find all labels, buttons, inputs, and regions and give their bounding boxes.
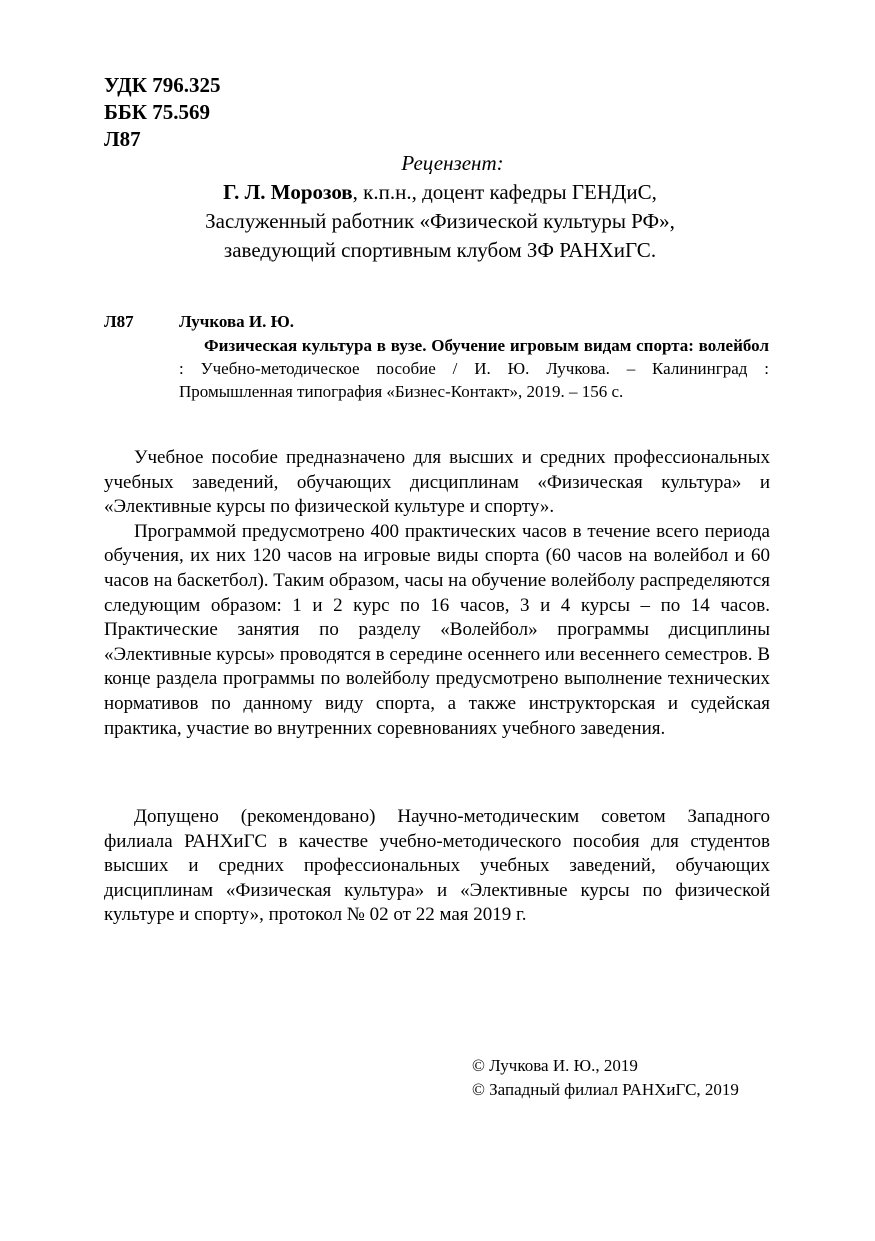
annotation-paragraph-2: Программой предусмотрено 400 практических часов в течение всего периода обучения, их них 120 часов на игровые виды спорта (60 часов на волейбол и 60 часов на баскетбол). Таким образом, часы на обучение волейболу распределяются следующим образом: 1 и 2 курс по 16 часов, 3 и 4 курсы – по 14 часов. Практические занятия по разделу «Волейбол» программы дисциплины «Элективные курсы» проводятся в середине осеннего или весеннего семестров. В конце раздела программы по волейболу предусмотрено выполнение технических нормативов по данному виду спорта, а также инструкторская и судейская практика, участие во внутренних соревнованиях учебного заведения.	[104, 520, 770, 739]
reviewer-credentials: , к.п.н., доцент кафедры ГЕНДиС,	[352, 180, 657, 204]
approval-text: Допущено (рекомендовано) Научно-методическим советом Западного филиала РАНХиГС в качестве учебно-методического пособия для студентов высших и средних профессиональных учебных заведений, обучающих дисциплинам «Физическая культура» и «Элективные курсы по физической культуре и спорту», протокол № 02 от 22 мая 2019 г.	[104, 806, 770, 926]
classification-codes	[104, 72, 220, 153]
reviewer-name: Г. Л. Морозов	[223, 180, 353, 204]
copyright-author: © Лучкова И. Ю., 2019	[472, 1056, 638, 1075]
catalog-title: Физическая культура в вузе. Обучение игровым видам спорта: волейбол	[204, 336, 769, 355]
udk-code: УДК 796.325	[104, 73, 221, 97]
catalog-publication-info: : Учебно-методическое пособие / И. Ю. Лучкова. – Калининград : Промышленная типография «Бизнес-Контакт», 2019. – 156 с.	[179, 359, 769, 401]
reviewer-line-3: заведующий спортивным клубом ЗФ РАНХиГС.	[223, 238, 657, 262]
author-mark: Л87	[104, 127, 141, 151]
approval-statement	[104, 805, 770, 928]
catalog-description	[179, 334, 769, 403]
catalog-author: Лучкова И. Ю.	[179, 312, 295, 331]
copyright-institution: © Западный филиал РАНХиГС, 2019	[472, 1080, 739, 1099]
reviewer-line-2: Заслуженный работник «Физической культуры РФ»,	[205, 209, 675, 233]
copyright-block	[472, 1054, 739, 1102]
annotation-paragraph-1: Учебное пособие предназначено для высших и средних профессиональных учебных заведений, обучающих дисциплинам «Физическая культура» и «Элективные курсы по физической культуре и спорту».	[104, 447, 770, 518]
catalog-code: Л87	[104, 312, 134, 331]
annotation	[104, 446, 770, 741]
bbk-code: ББК 75.569	[104, 100, 210, 124]
reviewer-line-1	[150, 178, 730, 207]
reviewer-block	[150, 178, 730, 265]
reviewer-heading: Рецензент:	[401, 151, 504, 175]
